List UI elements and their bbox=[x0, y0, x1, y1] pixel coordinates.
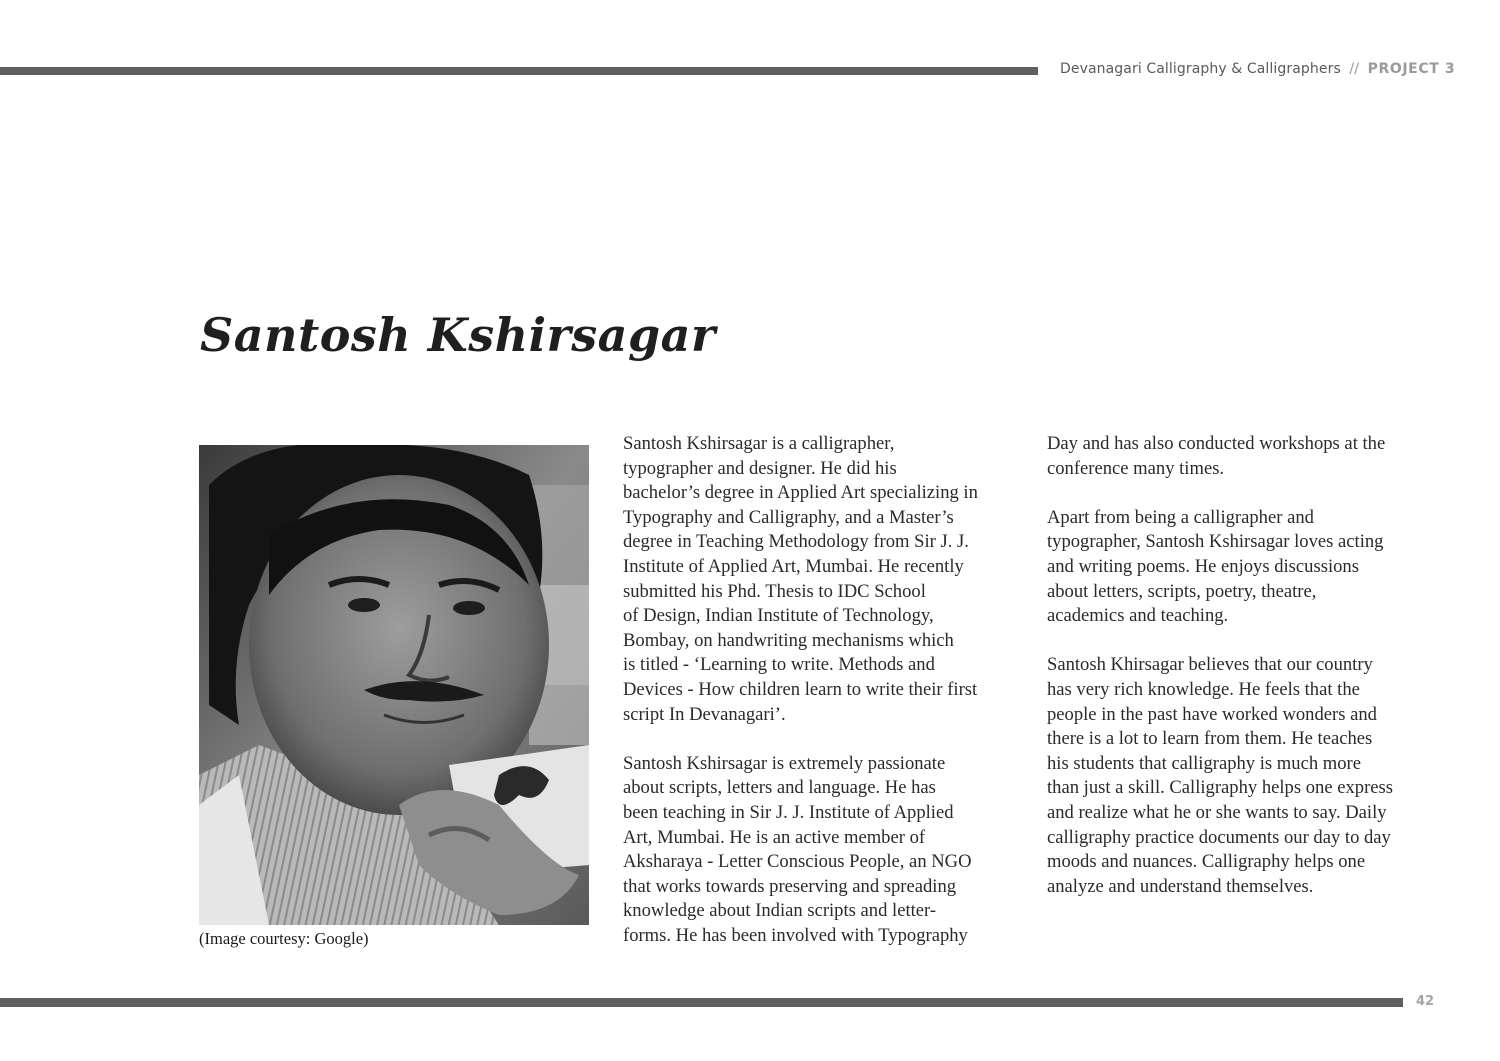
text-line: than just a skill. Calligraphy helps one express bbox=[1047, 777, 1393, 799]
header-separator: // bbox=[1349, 61, 1360, 77]
text-line: Apart from being a calligrapher and bbox=[1047, 506, 1314, 528]
text-line: and realize what he or she wants to say. Daily bbox=[1047, 801, 1387, 823]
running-title: Devanagari Calligraphy & Calligraphers bbox=[1060, 61, 1341, 77]
portrait-photo-icon bbox=[199, 445, 589, 925]
text-line: typographer, Santosh Kshirsagar loves acting bbox=[1047, 531, 1384, 553]
text-line: Santosh Khirsagar believes that our country bbox=[1047, 654, 1373, 676]
text-line: Aksharaya - Letter Conscious People, an NGO bbox=[623, 851, 972, 873]
running-header bbox=[1060, 61, 1455, 77]
body-column-1 bbox=[623, 432, 1015, 948]
text-line: Santosh Kshirsagar is extremely passionate bbox=[623, 752, 946, 774]
text-line: that works towards preserving and spreading bbox=[623, 875, 957, 897]
text-line: moods and nuances. Calligraphy helps one bbox=[1047, 851, 1366, 873]
text-line: Day and has also conducted workshops at the bbox=[1047, 433, 1386, 454]
text-line: there is a lot to learn from them. He teaches bbox=[1047, 728, 1373, 750]
text-line: forms. He has been involved with Typography bbox=[623, 924, 968, 946]
text-line: has very rich knowledge. He feels that the bbox=[1047, 678, 1360, 700]
paragraph-gap bbox=[1047, 629, 1432, 654]
text-line: Devices - How children learn to write their first bbox=[623, 678, 978, 700]
text-line: Bombay, on handwriting mechanisms which bbox=[623, 629, 954, 651]
page-title: Santosh Kshirsagar bbox=[200, 308, 716, 362]
text-line: typographer and designer. He did his bbox=[623, 457, 897, 479]
text-line: Institute of Applied Art, Mumbai. He recently bbox=[623, 555, 964, 577]
text-line: Santosh Kshirsagar is a calligrapher, bbox=[623, 433, 895, 454]
text-line: his students that calligraphy is much more bbox=[1047, 752, 1361, 774]
paragraph-gap bbox=[623, 727, 1015, 752]
text-line: academics and teaching. bbox=[1047, 605, 1229, 627]
text-line: of Design, Indian Institute of Technology, bbox=[623, 605, 934, 627]
text-line: calligraphy practice documents our day to day bbox=[1047, 826, 1391, 848]
text-line: been teaching in Sir J. J. Institute of Applied bbox=[623, 801, 954, 823]
text-line: conference many times. bbox=[1047, 457, 1225, 479]
image-caption: (Image courtesy: Google) bbox=[199, 929, 369, 948]
text-line: bachelor’s degree in Applied Art specializing in bbox=[623, 482, 978, 504]
text-line: script In Devanagari’. bbox=[623, 703, 786, 725]
text-line: Art, Mumbai. He is an active member of bbox=[623, 826, 926, 848]
text-line: Typography and Calligraphy, and a Master’s bbox=[623, 506, 954, 528]
text-line: submitted his Phd. Thesis to IDC School bbox=[623, 580, 926, 602]
text-line: and writing poems. He enjoys discussions bbox=[1047, 555, 1359, 577]
header-rule bbox=[0, 67, 1038, 75]
portrait-photo bbox=[199, 445, 589, 925]
body-column-2 bbox=[1047, 432, 1432, 899]
text-line: analyze and understand themselves. bbox=[1047, 875, 1314, 897]
text-line: is titled - ‘Learning to write. Methods and bbox=[623, 654, 935, 676]
text-line: people in the past have worked wonders and bbox=[1047, 703, 1377, 725]
text-line: about letters, scripts, poetry, theatre, bbox=[1047, 580, 1317, 602]
project-label: PROJECT 3 bbox=[1367, 61, 1456, 77]
page-number: 42 bbox=[1416, 994, 1435, 1009]
footer-rule bbox=[0, 998, 1403, 1007]
paragraph-gap bbox=[1047, 481, 1432, 506]
text-line: about scripts, letters and language. He has bbox=[623, 777, 936, 799]
text-line: degree in Teaching Methodology from Sir J. J. bbox=[623, 531, 969, 553]
text-line: knowledge about Indian scripts and letter- bbox=[623, 900, 937, 922]
